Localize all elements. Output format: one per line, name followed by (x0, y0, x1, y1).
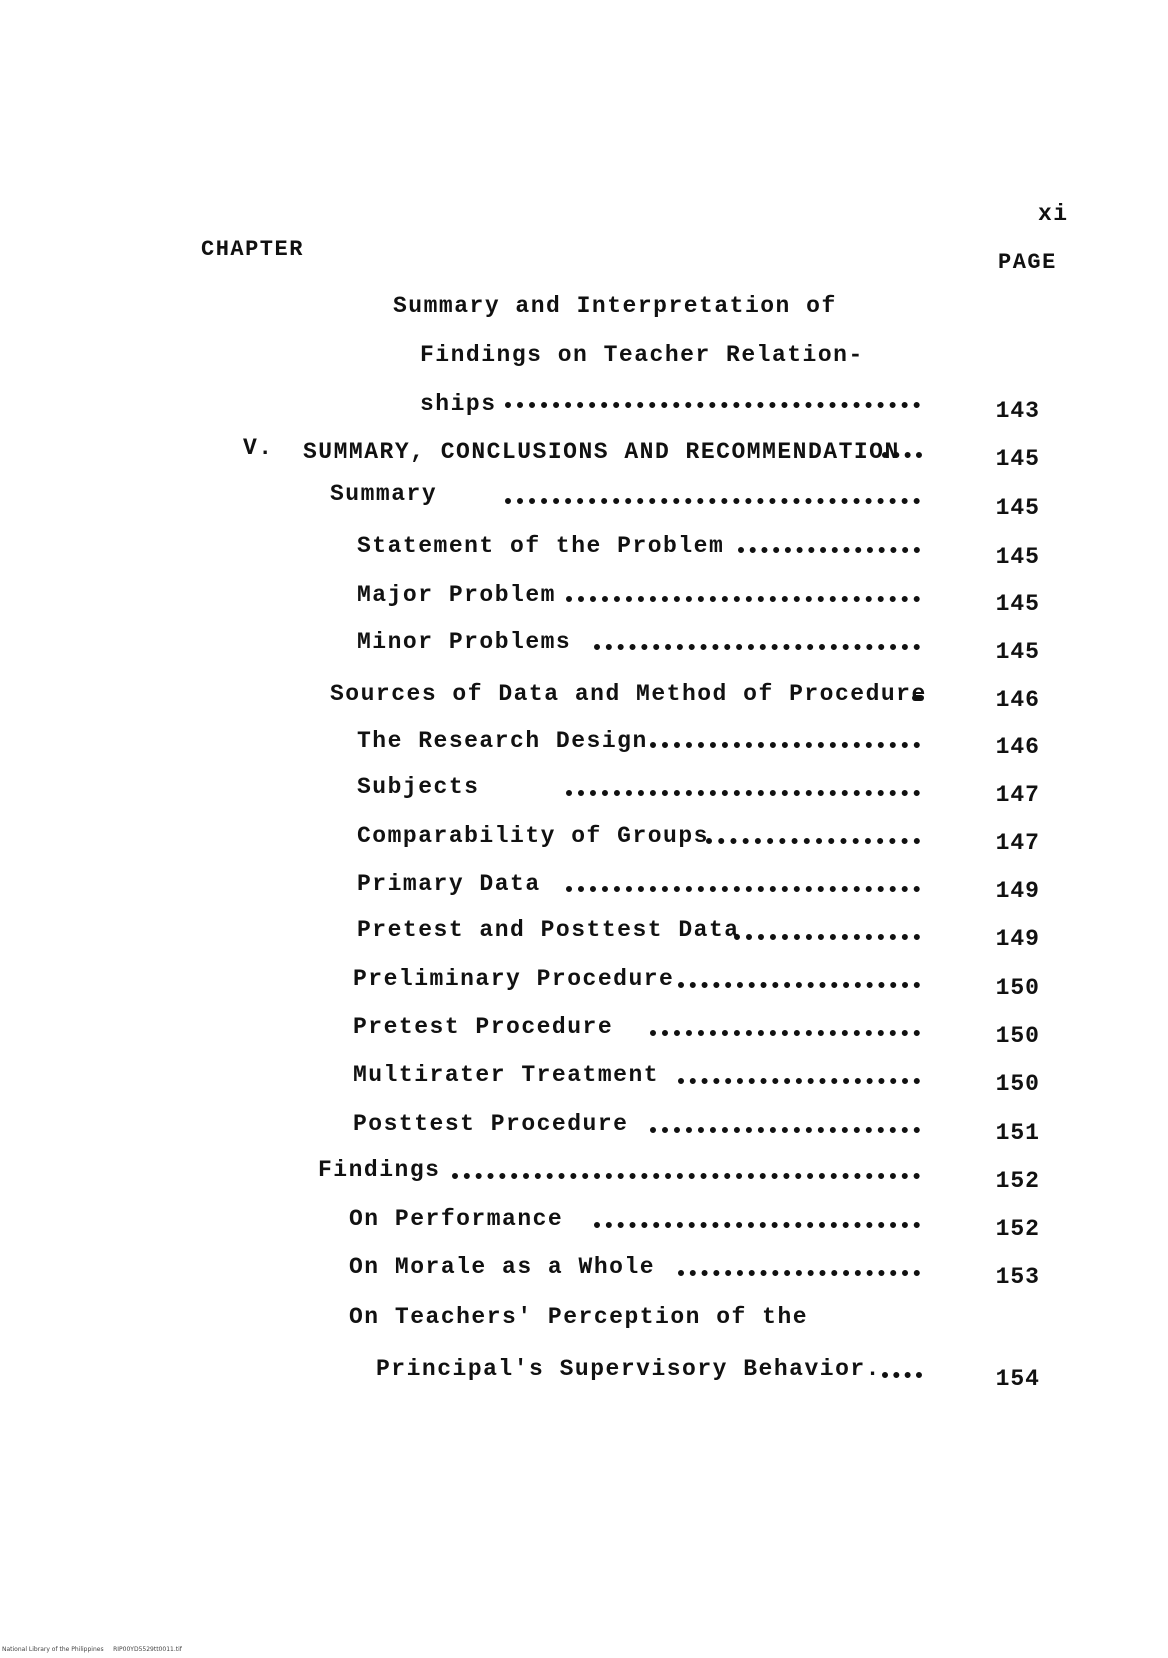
toc-entry-text: Principal's Supervisory Behavior. (376, 1356, 881, 1382)
dot-leader (594, 644, 920, 650)
toc-page-number: 152 (995, 1168, 1040, 1194)
dot-leader (505, 402, 920, 408)
toc-entry-text: Primary Data (357, 871, 541, 897)
toc-entry-text: The Research Design (357, 728, 648, 754)
dot-leader (566, 790, 920, 796)
toc-entry-text: Statement of the Problem (357, 533, 725, 559)
page-column-heading: PAGE (998, 250, 1057, 275)
dot-leader (566, 886, 920, 892)
toc-page-number: 146 (995, 734, 1040, 760)
toc-page-number: 147 (995, 830, 1040, 856)
dot-leader (706, 838, 920, 844)
chapter-numeral: V. (243, 435, 274, 461)
dot-leader (882, 452, 922, 458)
toc-entry-text: Findings (318, 1157, 441, 1183)
toc-page-number: 145 (995, 639, 1040, 665)
dot-leader (566, 596, 920, 602)
toc-entry-text: Summary (330, 481, 438, 507)
toc-entry-text: SUMMARY, CONCLUSIONS AND RECOMMENDATION (303, 439, 900, 465)
dot-leader (678, 1270, 920, 1276)
toc-page-number: 145 (995, 446, 1040, 472)
dot-leader (452, 1173, 920, 1179)
toc-page-number: 150 (995, 1023, 1040, 1049)
toc-entry-text: Subjects (357, 774, 480, 800)
roman-page-number: xi (1038, 201, 1069, 227)
dot-leader (505, 498, 920, 504)
toc-page-number: 146 (995, 687, 1040, 713)
toc-entry-text: Major Problem (357, 582, 556, 608)
toc-page-number: 151 (995, 1120, 1040, 1146)
toc-page-number: 149 (995, 926, 1040, 952)
toc-page-number: 152 (995, 1216, 1040, 1242)
toc-entry-text: Pretest Procedure (353, 1014, 614, 1040)
scan-footer: National Library of the Philippines RIP00YD5529tt0011.tif (2, 1646, 182, 1653)
toc-entry-text: On Performance (349, 1206, 564, 1232)
chapter-column-heading: CHAPTER (201, 237, 304, 262)
toc-page-number: 149 (995, 878, 1040, 904)
dot-leader (678, 1078, 920, 1084)
toc-entry-text: ships (420, 391, 497, 417)
dot-leader (650, 1127, 920, 1133)
toc-page-number: 147 (995, 782, 1040, 808)
toc-entry-text: Posttest Procedure (353, 1111, 629, 1137)
toc-page-number: 145 (995, 544, 1040, 570)
dot-leader (650, 742, 920, 748)
toc-page-number: 150 (995, 975, 1040, 1001)
toc-entry-text: Sources of Data and Method of Procedure (330, 681, 927, 707)
dot-leader (882, 1372, 922, 1378)
dot-leader (912, 695, 924, 701)
dot-leader (678, 982, 920, 988)
toc-page-number: 153 (995, 1264, 1040, 1290)
toc-entry-text: Minor Problems (357, 629, 572, 655)
dot-leader (738, 547, 920, 553)
toc-page-number: 154 (995, 1366, 1040, 1392)
toc-page-number: 150 (995, 1071, 1040, 1097)
dot-leader (594, 1222, 920, 1228)
toc-page-number: 145 (995, 591, 1040, 617)
toc-page-number: 145 (995, 495, 1040, 521)
toc-entry-text: Pretest and Posttest Data (357, 917, 740, 943)
dot-leader (650, 1030, 920, 1036)
toc-entry-text: Comparability of Groups (357, 823, 709, 849)
toc-entry-text: On Teachers' Perception of the (349, 1304, 809, 1330)
toc-entry-text: Multirater Treatment (353, 1062, 660, 1088)
toc-page-number: 143 (995, 398, 1040, 424)
toc-entry-text: On Morale as a Whole (349, 1254, 656, 1280)
toc-entry-text: Preliminary Procedure (353, 966, 675, 992)
dot-leader (734, 934, 920, 940)
toc-entry-text: Summary and Interpretation of (393, 293, 837, 319)
toc-entry-text: Findings on Teacher Relation- (420, 342, 864, 368)
